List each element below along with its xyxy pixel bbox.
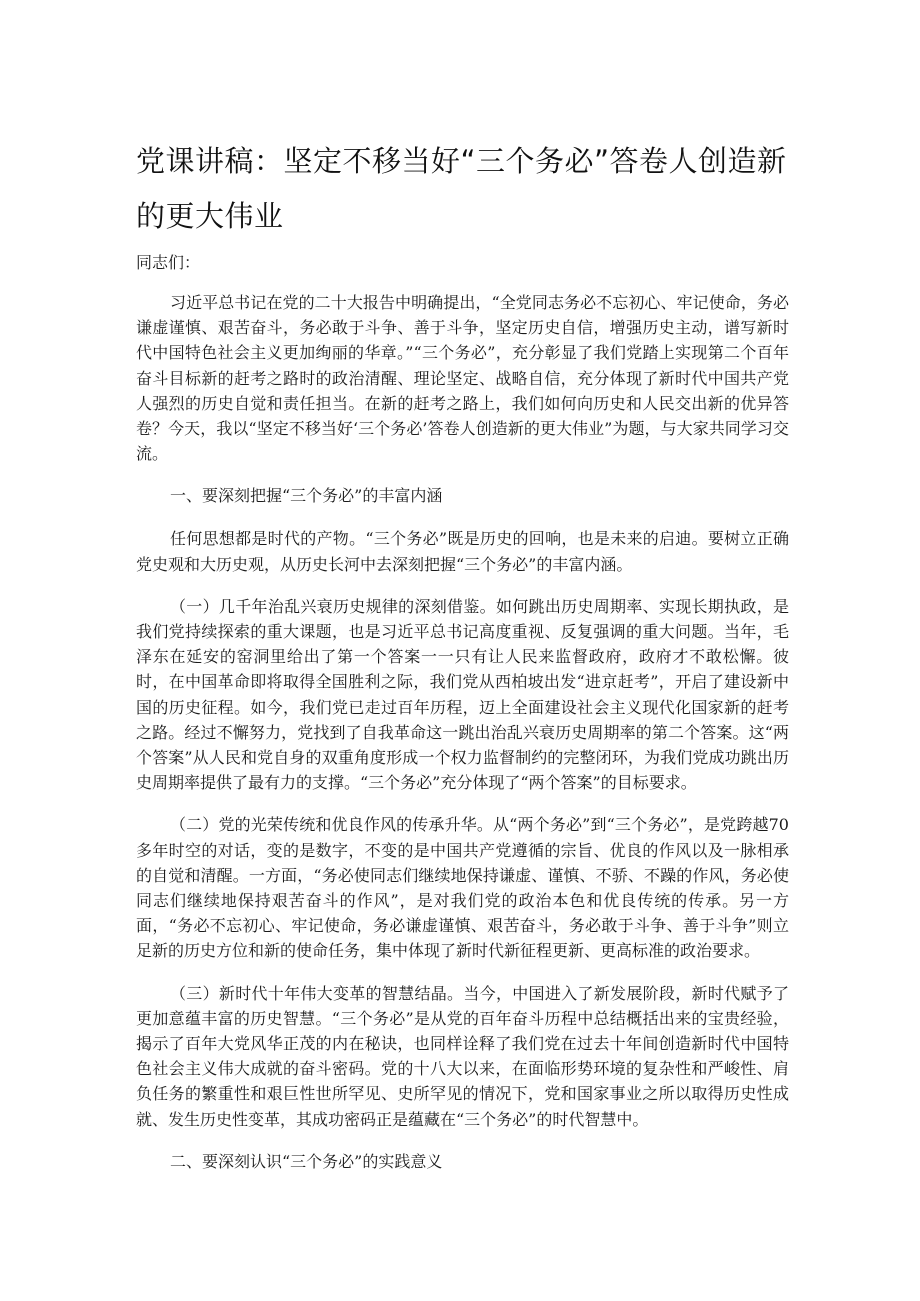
- document-title: 党课讲稿：坚定不移当好“三个务必”答卷人创造新的更大伟业: [136, 144, 787, 233]
- intro-paragraph: 习近平总书记在党的二十大报告中明确提出，“全党同志务必不忘初心、牢记使命，务必谦虚谨慎、艰苦奋斗，务必敢于斗争、善于斗争，坚定历史自信，增强历史主动，谱写新时代中国特色社会主义更加绚丽的华章。”“三个务必”，充分彰显了我们党踏上实现第二个百年奋斗目标新的赶考之路时的政治清醒、理论坚定、战略自信，充分体现了新时代中国共产党人强烈的历史自觉和责任担当。在新的赶考之路上，我们如何向历史和人民交出新的优异答卷？今天，我以“坚定不移当好‘三个务必’答卷人创造新的更大伟业”为题，与大家共同学习交流。: [136, 293, 789, 464]
- salutation: 同志们：: [136, 253, 201, 272]
- section-1-point-3-paragraph: （三）新时代十年伟大变革的智慧结晶。当今，中国进入了新发展阶段，新时代赋予了更加意蕴丰富的历史智慧。“三个务必”是从党的百年奋斗历程中总结概括出来的宝贵经验，揭示了百年大党风华正茂的内在秘诀，也同样诠释了我们党在过去十年间创造新时代中国特色社会主义伟大成就的奋斗密码。党的十八大以来，在面临形势环境的复杂性和严峻性、肩负任务的繁重性和艰巨性世所罕见、史所罕见的情况下，党和国家事业之所以取得历史性成就、发生历史性变革，其成功密码正是蕴藏在“三个务必”的时代智慧中。: [136, 983, 789, 1129]
- section-2-heading: 二、要深刻认识“三个务必”的实践意义: [170, 1151, 443, 1171]
- section-1-point-2-paragraph: （二）党的光荣传统和优良作风的传承升华。从“两个务必”到“三个务必”，是党跨越70多年时空的对话，变的是数字，不变的是中国共产党遵循的宗旨、优良的作风以及一脉相承的自觉和清醒。一方面，“务必使同志们继续地保持谦虚、谨慎、不骄、不躁的作风，务必使同志们继续地保持艰苦奋斗的作风”，是对我们党的政治本色和优良传统的传承。另一方面，“务必不忘初心、牢记使命，务必谦虚谨慎、艰苦奋斗，务必敢于斗争、善于斗争”则立足新的历史方位和新的使命任务，集中体现了新时代新征程更新、更高标准的政治要求。: [136, 815, 789, 961]
- section-1-heading: 一、要深刻把握“三个务必”的丰富内涵: [170, 486, 443, 506]
- section-1-point-1-paragraph: （一）几千年治乱兴衰历史规律的深刻借鉴。如何跳出历史周期率、实现长期执政，是我们党持续探索的重大课题，也是习近平总书记高度重视、反复强调的重大问题。当年，毛泽东在延安的窑洞里给出了第一个答案一一只有让人民来监督政府，政府才不敢松懈。彼时，在中国革命即将取得全国胜利之际，我们党从西柏坡出发“进京赶考”，开启了建设新中国的历史征程。如今，我们党已走过百年历程，迈上全面建设社会主义现代化国家新的赶考之路。经过不懈努力，党找到了自我革命这一跳出治乱兴衰历史周期率的第二个答案。这“两个答案”从人民和党自身的双重角度形成一个权力监督制约的完整闭环，为我们党成功跳出历史周期率提供了最有力的支撑。“三个务必”充分体现了“两个答案”的目标要求。: [136, 596, 789, 793]
- document-body: [136, 250, 789, 1192]
- section-1-lead-paragraph: 任何思想都是时代的产物。“三个务必”既是历史的回响，也是未来的启迪。要树立正确党史观和大历史观，从历史长河中去深刻把握“三个务必”的丰富内涵。: [136, 529, 789, 574]
